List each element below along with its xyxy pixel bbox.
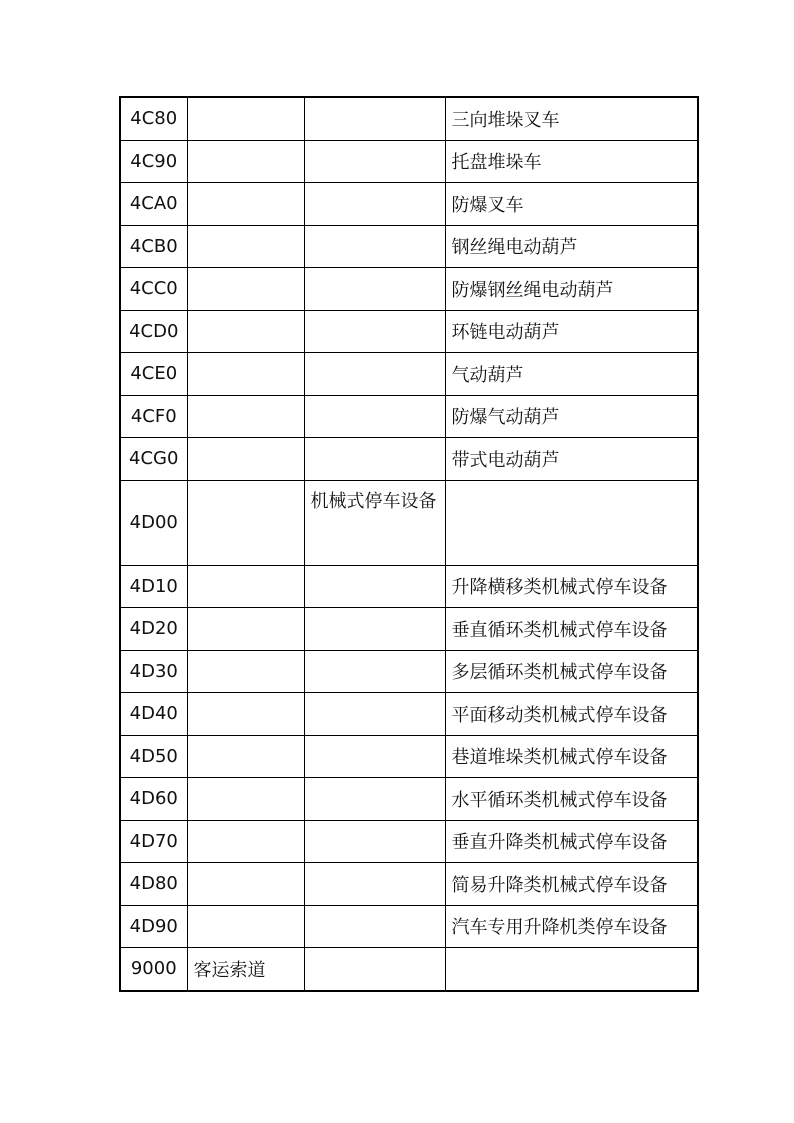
class-cell bbox=[304, 97, 445, 140]
category-cell bbox=[187, 480, 304, 565]
code-cell: 4CD0 bbox=[120, 310, 187, 353]
class-cell bbox=[304, 820, 445, 863]
code-cell: 4CA0 bbox=[120, 183, 187, 226]
category-cell bbox=[187, 565, 304, 608]
category-cell bbox=[187, 608, 304, 651]
variety-cell: 防爆钢丝绳电动葫芦 bbox=[445, 268, 698, 311]
code-cell: 4CC0 bbox=[120, 268, 187, 311]
category-cell bbox=[187, 140, 304, 183]
variety-cell: 垂直升降类机械式停车设备 bbox=[445, 820, 698, 863]
category-cell bbox=[187, 863, 304, 906]
class-cell bbox=[304, 948, 445, 991]
variety-cell: 汽车专用升降机类停车设备 bbox=[445, 905, 698, 948]
class-cell bbox=[304, 140, 445, 183]
class-cell bbox=[304, 565, 445, 608]
table-row bbox=[120, 97, 698, 140]
class-cell bbox=[304, 608, 445, 651]
table-row bbox=[120, 565, 698, 608]
code-cell: 4D70 bbox=[120, 820, 187, 863]
table-body bbox=[120, 97, 698, 991]
category-cell bbox=[187, 820, 304, 863]
class-cell bbox=[304, 225, 445, 268]
category-cell bbox=[187, 97, 304, 140]
variety-cell: 气动葫芦 bbox=[445, 353, 698, 396]
class-cell bbox=[304, 863, 445, 906]
code-cell: 4D50 bbox=[120, 735, 187, 778]
table-row bbox=[120, 863, 698, 906]
class-cell bbox=[304, 268, 445, 311]
code-cell: 4CE0 bbox=[120, 353, 187, 396]
class-cell bbox=[304, 310, 445, 353]
code-cell: 4D20 bbox=[120, 608, 187, 651]
category-cell bbox=[187, 735, 304, 778]
variety-cell: 巷道堆垛类机械式停车设备 bbox=[445, 735, 698, 778]
variety-cell: 三向堆垛叉车 bbox=[445, 97, 698, 140]
category-cell bbox=[187, 183, 304, 226]
table-row bbox=[120, 608, 698, 651]
category-cell bbox=[187, 395, 304, 438]
class-cell: 机械式停车设备 bbox=[304, 480, 445, 565]
table-row bbox=[120, 395, 698, 438]
code-cell: 4CB0 bbox=[120, 225, 187, 268]
category-cell bbox=[187, 438, 304, 481]
category-cell bbox=[187, 353, 304, 396]
class-cell bbox=[304, 735, 445, 778]
category-cell bbox=[187, 778, 304, 821]
table-row bbox=[120, 353, 698, 396]
table-row bbox=[120, 438, 698, 481]
variety-cell: 环链电动葫芦 bbox=[445, 310, 698, 353]
class-cell bbox=[304, 438, 445, 481]
code-cell: 4D90 bbox=[120, 905, 187, 948]
table-row bbox=[120, 183, 698, 226]
code-cell: 4D30 bbox=[120, 650, 187, 693]
category-cell bbox=[187, 268, 304, 311]
code-cell: 9000 bbox=[120, 948, 187, 991]
code-cell: 4D60 bbox=[120, 778, 187, 821]
table-row bbox=[120, 225, 698, 268]
table-row bbox=[120, 480, 698, 565]
variety-cell bbox=[445, 480, 698, 565]
category-cell bbox=[187, 693, 304, 736]
table-row bbox=[120, 693, 698, 736]
variety-cell: 水平循环类机械式停车设备 bbox=[445, 778, 698, 821]
variety-cell: 平面移动类机械式停车设备 bbox=[445, 693, 698, 736]
class-cell bbox=[304, 395, 445, 438]
class-cell bbox=[304, 353, 445, 396]
table-row bbox=[120, 650, 698, 693]
category-cell bbox=[187, 905, 304, 948]
category-cell bbox=[187, 225, 304, 268]
variety-cell: 钢丝绳电动葫芦 bbox=[445, 225, 698, 268]
variety-cell bbox=[445, 948, 698, 991]
class-cell bbox=[304, 778, 445, 821]
class-cell bbox=[304, 183, 445, 226]
code-cell: 4D00 bbox=[120, 480, 187, 565]
variety-cell: 简易升降类机械式停车设备 bbox=[445, 863, 698, 906]
variety-cell: 防爆气动葫芦 bbox=[445, 395, 698, 438]
table-row bbox=[120, 310, 698, 353]
category-cell: 客运索道 bbox=[187, 948, 304, 991]
code-cell: 4D80 bbox=[120, 863, 187, 906]
category-cell bbox=[187, 650, 304, 693]
code-cell: 4CG0 bbox=[120, 438, 187, 481]
table-row bbox=[120, 948, 698, 991]
table-row bbox=[120, 140, 698, 183]
code-cell: 4C80 bbox=[120, 97, 187, 140]
equipment-code-table bbox=[119, 96, 699, 992]
code-cell: 4D10 bbox=[120, 565, 187, 608]
table-row bbox=[120, 778, 698, 821]
variety-cell: 垂直循环类机械式停车设备 bbox=[445, 608, 698, 651]
table-row bbox=[120, 735, 698, 778]
variety-cell: 防爆叉车 bbox=[445, 183, 698, 226]
code-cell: 4D40 bbox=[120, 693, 187, 736]
class-cell bbox=[304, 650, 445, 693]
code-cell: 4CF0 bbox=[120, 395, 187, 438]
variety-cell: 托盘堆垛车 bbox=[445, 140, 698, 183]
table-row bbox=[120, 820, 698, 863]
table-row bbox=[120, 268, 698, 311]
table-row bbox=[120, 905, 698, 948]
variety-cell: 多层循环类机械式停车设备 bbox=[445, 650, 698, 693]
variety-cell: 带式电动葫芦 bbox=[445, 438, 698, 481]
class-cell bbox=[304, 693, 445, 736]
category-cell bbox=[187, 310, 304, 353]
code-cell: 4C90 bbox=[120, 140, 187, 183]
class-cell bbox=[304, 905, 445, 948]
variety-cell: 升降横移类机械式停车设备 bbox=[445, 565, 698, 608]
